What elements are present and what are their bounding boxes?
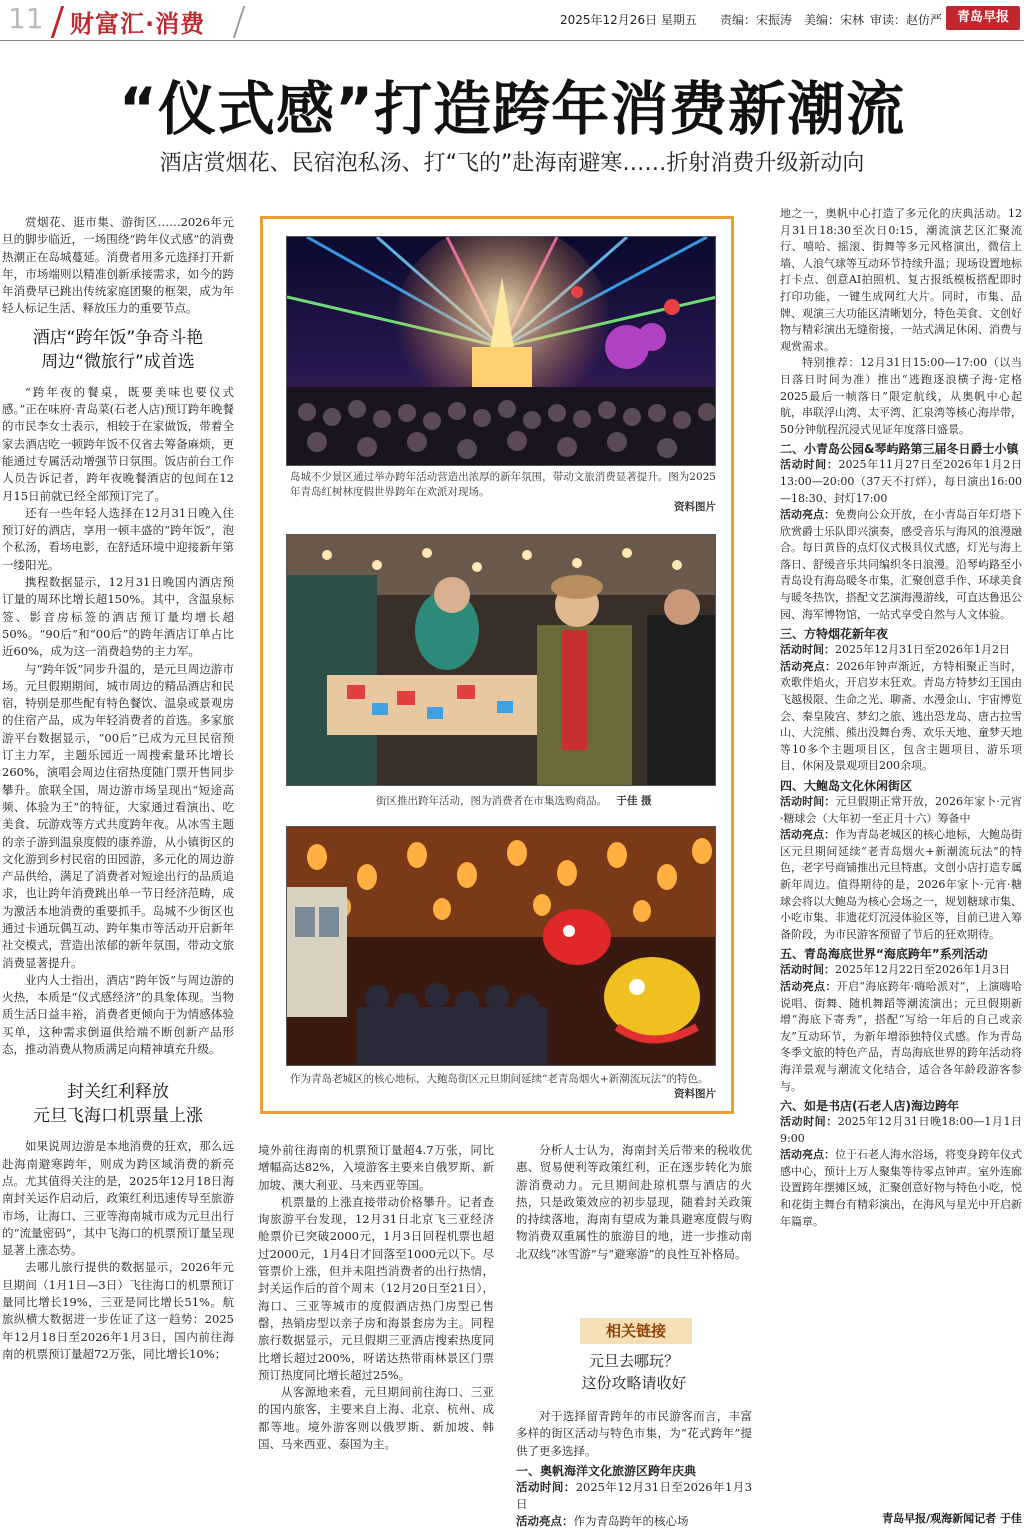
page-number: 11 xyxy=(8,2,44,35)
photo-caption-3 xyxy=(290,1072,716,1102)
event-title: 三、方特烟花新年夜 xyxy=(780,627,889,642)
photo-fireworks-crowd xyxy=(286,236,716,466)
byline: 青岛早报/观海新闻记者 于佳 xyxy=(882,1512,1022,1525)
label: 活动时间： xyxy=(780,795,836,808)
label: 活动亮点： xyxy=(780,659,837,673)
article-column-1 xyxy=(2,214,234,1528)
photo-market-shoppers xyxy=(286,534,716,786)
label: 活动亮点： xyxy=(780,979,837,993)
event-title: 六、如是书店(石老人店)海边跨年 xyxy=(780,1099,959,1114)
article-column-4 xyxy=(780,206,1022,1506)
label: 活动亮点： xyxy=(780,508,835,522)
editor-credit: 责编：宋振涛 xyxy=(720,13,793,27)
paragraph: 与“跨年饭”同步升温的，是元旦周边游市场。元旦假期期间，城市周边的精品酒店和民宿，特别是那些配有特色餐饮、温泉或景观房的住宿产品，成为年轻消费者的首选。多家旅游平台数据显示，“00后”已成为元旦民宿预订主力军，主题乐园近一周搜索量环比增长260%，演唱会周边住宿热度随门票开售同步攀升。旅联全国，周边游市场呈现出“短途高频、体验为王”的特征，大家通过看演出、吃美食、玩游戏等方式共度跨年夜。从冰雪主题的亲子游到温泉度假的康养游，从小镇街区的文化游到乡村民宿的田园游，多元化的周边游产品供给，满足了消费者对短途出行的品质追求，也让跨年消费跳出单一节日经济范畴，成为激活本地消费的重要抓手。岛城不少街区也通过卡通玩偶互动、跨年集市等活动开启新年社交模式，营造出浓郁的新年氛围，带动文旅消费显著提升。 xyxy=(2,661,234,970)
photo-lion-dance xyxy=(286,826,716,1066)
event-time: 2025年12月31日至2026年1月3日 xyxy=(516,1479,752,1512)
article-column-2 xyxy=(258,1142,494,1528)
paragraph: 机票量的上涨直接带动价格攀升。记者查询旅游平台发现，12月31日北京飞三亚经济舱票价已突破2000元，1月3日回程机票也超过2000元，1月4日才回落至1000元以下。尽管票价上涨，但并未阻挡消费者的出行热情，封关运作后的首个周末（12月20日至21日），海口、三亚等城市的度假酒店热门房型已售罄，热销房型以亲子房和海景套房为主。同程旅行数据显示，元旦假期三亚酒店搜索热度同比增长超过200%，呀诺达热带雨林景区门票预订热度同比增长超过25%。 xyxy=(258,1194,494,1382)
headline: “仪式感”打造跨年消费新潮流 xyxy=(118,75,906,143)
paragraph: 从客源地来看，元旦期间前往海口、三亚的国内旅客，主要来自上海、北京、杭州、成都等地。境外游客则以俄罗斯、新加坡、韩国、马来西亚、泰国为主。 xyxy=(258,1385,494,1452)
caption-text: 岛城不少景区通过举办跨年活动营造出浓厚的新年氛围，带动文旅消费显著提升。图为2025年青岛红树林度假世界跨年在欢派对现场。 xyxy=(290,471,716,498)
paragraph: 如果说周边游是本地消费的狂欢，那么远赴海南避寒跨年，则成为跨区域消费的新亮点。尤其值得关注的是，2025年12月18日海南封关运作启动后，政策红利迅速传导至旅游市场，让海口、三亚等海南城市成为元旦出行的“流量密码”，其中飞海口的机票预订量呈现显著上涨态势。 xyxy=(2,1139,234,1258)
paragraph: 地之一，奥帆中心打造了多元化的庆典活动。12月31日18:30至次日0:15，潮流演艺区汇聚流行、嘻哈、摇滚、街舞等多元风格演出，微信上墙、人浪气球等互动环节持续升温；现场设置地标打卡点、创意AI拍照机、复古报纸模板搭配即时打印功能，一键生成网红大片。同时，市集、品牌、观演三大功能区清晰划分，特色美食、文创好物与精彩演出无缝衔接，一站式满足休闲、消费与观赏需求。 xyxy=(780,207,1022,353)
label: 活动亮点： xyxy=(516,1514,574,1528)
paragraph: 还有一些年轻人选择在12月31日晚入住预订好的酒店，享用一顿丰盛的“跨年饭”，泡个私汤，看场电影，在舒适环境中迎接新年第一缕阳光。 xyxy=(2,505,234,572)
issue-date: 2025年12月26日 星期五 xyxy=(560,13,697,27)
label: 活动时间： xyxy=(780,963,835,977)
designer-credit: 美编：宋林 xyxy=(804,13,865,27)
label: 活动时间： xyxy=(780,643,835,657)
divider-slash xyxy=(233,6,245,38)
event-time: 2025年11月27日至2026年1月2日13:00—20:00（37天不打烊），每日演出16:00—18:30、封灯17:00 xyxy=(780,458,1022,505)
paragraph: 分析人士认为，海南封关后带来的税收优惠、贸易便利等政策红利，正在逐步转化为旅游消费动力。元旦期间赴琼机票与酒店的火热，只是政策效应的初步显现，随着封关政策的持续落地，海南有望成为兼具避寒度假与购物消费双重属性的旅游目的地，进一步推动南北双线“冰雪游”与“避寒游”的良性互补格局。 xyxy=(516,1143,752,1261)
proofreader-credit: 审读：赵仿严 xyxy=(870,13,943,27)
subheadline: 酒店赏烟花、民宿泡私汤、打“飞的”赴海南避寒……折射消费升级新动向 xyxy=(159,151,865,176)
event-highlight: 位于石老人海水浴场，将变身跨年仪式感中心，预计上万人聚集等待零点钟声。室外连廊设置跨年摆摊区域，汇聚创意好物与特色小吃，悦和花街主舞台有精彩演出，在海风与星光中开启新年篇章。 xyxy=(780,1148,1022,1228)
event-time: 2025年12月31日至2026年1月2日 xyxy=(835,643,1010,657)
paragraph: 对于选择留青跨年的市民游客而言，丰富多样的街区活动与特色市集，为“花式跨年”提供了更多选择。 xyxy=(516,1409,752,1458)
paragraph: 境外前往海南的机票预订量超4.7万张，同比增幅高达82%，入境游客主要来自俄罗斯、新加坡、澳大利亚、马来西亚等国。 xyxy=(258,1143,494,1192)
lion-dance-image xyxy=(287,827,716,1066)
paragraph: 特别推荐：12月31日15:00—17:00（以当日落日时间为准）推出“逃跑逐浪横子海·定格2025最后一帧落日”限定航线，从奥帆中心起航，串联浮山湾、太平湾、汇泉湾等核心海岸带，50分钟航程沉浸式见证年度落日盛景。 xyxy=(780,356,1022,436)
photo-caption-2 xyxy=(376,794,716,809)
photo-caption-1 xyxy=(290,470,716,515)
event-time: 2025年12月31日晚18:00—1月1日9:00 xyxy=(780,1115,1022,1145)
related-links-badge: 相关链接 xyxy=(580,1318,692,1344)
intro-paragraph: 赏烟花、逛市集、游街区……2026年元旦的脚步临近，一场围绕“跨年仪式感”的消费热潮正在岛城蔓延。消费者用多元选择打开新年，市场端则以精准创新承接需求，如今的跨年消费早已跳出传统家庭团聚的框架，成为年轻人标记生活、释放压力的重要节点。 xyxy=(2,215,234,316)
article-column-3 xyxy=(516,1142,752,1302)
divider-slash xyxy=(51,6,64,38)
label: 活动时间： xyxy=(516,1479,576,1494)
photo-credit: 资料图片 xyxy=(674,1088,716,1100)
label: 活动亮点： xyxy=(780,828,835,842)
event-title: 五、青岛海底世界“海底跨年”系列活动 xyxy=(780,947,988,962)
brand-logo: 青岛早报 xyxy=(946,6,1020,30)
event-highlight: 作为青岛老城区的核心地标，大鲍岛街区元旦期间延续“老青岛烟火+新潮流玩法”的特色，老字号商铺推出元旦特惠，文创小店打造专属新年周边。值得期待的是，2026年家卜·元宵·糖球会将以大鲍岛为核心会场之一，规划糖球市集、小吃市集、非遗花灯沉浸体验区等，目前已进入筹备阶段，为市民游客预留了节后的狂欢期待。 xyxy=(780,828,1022,941)
guide-title: 元旦去哪玩？ 这份攻略请收好 xyxy=(581,1352,687,1392)
header-rule xyxy=(0,40,1024,41)
caption-text: 作为青岛老城区的核心地标，大鲍岛街区元旦期间延续“老青岛烟火+新潮流玩法”的特色。 xyxy=(290,1073,709,1085)
section-title: 财富汇·消费 xyxy=(70,10,206,38)
event-highlight: 开启“海底跨年·嗨哈派对”，上演嗨哈说唱、街舞、随机舞蹈等潮流演出；元旦假期新增“海底下寄秀”，搭配“写给一年后的自己或亲友”互动环节，为新年增添独特仪式感。作为青岛冬季文旅的特色产品，青岛海底世界的跨年活动将海洋景观与潮流文化结合，适合各年龄段游客参与。 xyxy=(780,979,1022,1093)
paragraph: 去哪儿旅行提供的数据显示，2026年元旦期间（1月1日—3日）飞往海口的机票预订量同比增长19%，三亚是同比增长51%。航旅纵横大数据进一步佐证了这一趋势：2025年12月18日至2026年1月3日，国内前往海南的机票预订量超72万张，同比增长10%； xyxy=(2,1260,234,1361)
paragraph: “跨年夜的餐桌，既要美味也要仪式感。”正在味府·青岛菜(石老人店)预订跨年晚餐的市民李女士表示，相较于在家做饭，带着全家去酒店吃一顿跨年饭不仅省去筹备麻烦，更能通过专属活动增强节日氛围。饭店前台工作人员告诉记者，跨年夜晚餐酒店的包间在12月15日前就已经全部预订完了。 xyxy=(2,384,234,503)
label: 活动亮点： xyxy=(780,1148,835,1162)
photo-credit: 资料图片 xyxy=(674,501,716,513)
section-title-hainan: 封关红利释放 元旦飞海口机票量上涨 xyxy=(33,1082,203,1127)
market-image xyxy=(287,535,716,786)
label: 活动时间： xyxy=(780,458,839,472)
caption-text: 街区推出跨年活动，图为消费者在市集选购商品。 xyxy=(376,795,607,807)
event-title: 四、大鲍岛文化休闲街区 xyxy=(780,779,913,793)
page-header xyxy=(0,0,1024,42)
event-title: 一、奥帆海洋文化旅游区跨年庆典 xyxy=(516,1463,697,1478)
event-time: 元旦假期正常开放，2026年家卜·元宵·糖球会（大年初一至正月十六）筹备中 xyxy=(780,795,1022,825)
article-column-3-guide xyxy=(516,1408,752,1528)
paragraph: 携程数据显示，12月31日晚国内酒店预订量的周环比增长超150%。其中，含温泉标签、影音房标签的酒店预订量均增长超50%。“90后”和“00后”的跨年酒店订单占比近60%，成为这一消费趋势的主力军。 xyxy=(2,575,234,659)
label: 活动时间： xyxy=(780,1115,838,1129)
event-highlight: 免费向公众开放，在小青岛百年灯塔下欣赏爵士乐队即兴演奏，感受音乐与海风的浪漫融合。每日黄昏的点灯仪式极具仪式感，灯光与海上落日、舒缓音乐共同编织冬日浪漫。沿琴屿路至小青岛设有海岛暖冬市集，汇聚创意手作、环球美食与暖冬热饮，搭配文艺演海漫游线，可直达鲁迅公园、海军博物馆，一站式享受自然与人文体验。 xyxy=(780,508,1022,621)
event-highlight: 2026年钟声渐近，方特相聚正当时，欢歌伴焰火，开启岁末狂欢。青岛方特梦幻王国由飞越极限、生命之光、聊斋、水漫金山、宇宙博览会、秦皇陵宫、梦幻之旅、逃出恐龙岛、唐古拉雪山、大浣熊、熊出没舞台秀、欢乐天地、童梦天地等10多个主题项目区，包含主题项目、游乐项目、休闲及景观项目200余项。 xyxy=(780,659,1022,773)
photo-credit: 于佳 摄 xyxy=(616,795,652,807)
event-title: 二、小青岛公园&琴屿路第三届冬日爵士小镇 xyxy=(780,442,1019,457)
section-title-hotel: 酒店“跨年饭”争奇斗艳 周边“微旅行”成首选 xyxy=(32,327,204,372)
fireworks-image xyxy=(287,237,716,466)
event-time: 2025年12月22日至2026年1月3日 xyxy=(835,963,1010,977)
event-highlight: 作为青岛跨年的核心场 xyxy=(573,1514,689,1528)
paragraph: 业内人士指出，酒店“跨年饭”与周边游的火热，本质是“仪式感经济”的具象体现。当物质生活日益丰裕，消费者更倾向于为情感体验买单，这种需求倒逼供给端不断创新产品形态，推动消费从物质满足向精神填充升级。 xyxy=(2,972,234,1057)
